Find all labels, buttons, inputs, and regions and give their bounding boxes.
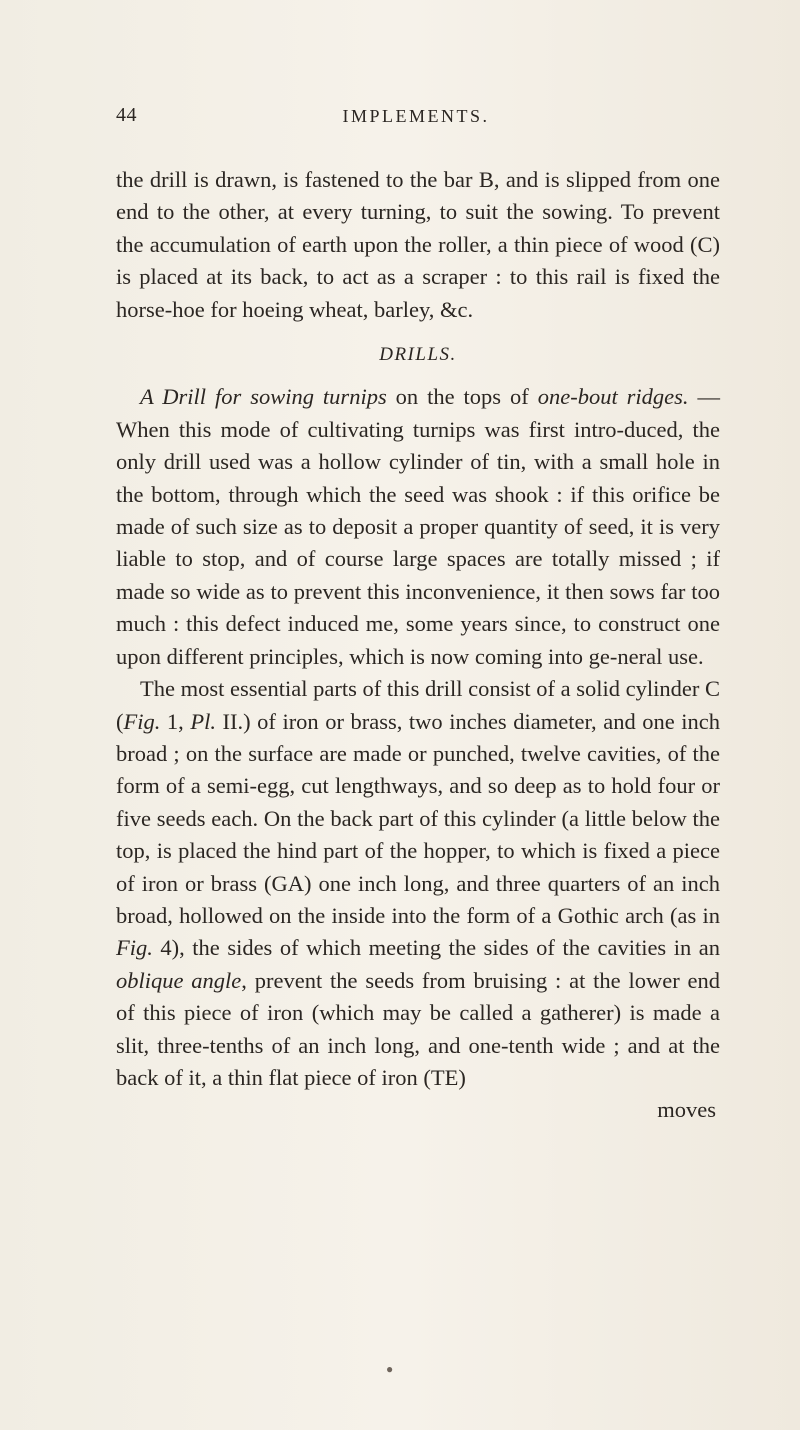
italic-term: oblique angle (116, 967, 242, 993)
page-header (116, 104, 716, 134)
paragraph-continuation: the drill is drawn, is fastened to the bar B, and is slipped from one end to the other, at every turning, to suit the sowing. To prevent the accumulation of earth upon the roller, a thin piece of wood (C) is placed at its back, to act as a scraper : to this rail is fixed the horse-hoe for hoeing wheat, barley, &c. (116, 167, 720, 322)
running-head: IMPLEMENTS. (342, 106, 490, 126)
section-heading: DRILLS. (379, 344, 457, 366)
figure-reference: Fig. (116, 935, 153, 961)
catchword: moves (657, 1097, 716, 1123)
paragraph-drill-intro (116, 381, 720, 673)
italic-lead: A Drill for sowing turnips (140, 384, 387, 410)
text-run: on the tops of (386, 384, 538, 410)
text-run: 4), the sides of which meeting the sides of the cavities in an (152, 935, 720, 961)
text-run: , prevent the seeds from bruising : at the lower end of this piece of iron (which may be called a gatherer) is made a slit, three-tenths of an inch long, and one-tenth wide ; and at the back of it, a thin flat piece of iron (TE) (116, 967, 720, 1090)
figure-reference: Fig. (123, 708, 161, 734)
text-run: II.) of iron or brass, two inches diameter, and one inch broad ; on the surface are made or punched, twelve cavities, of the form of a semi-egg, cut lengthways, and so deep as to hold four or five seeds each. On the back part of this cylinder (a little below the top, is placed the hind part of the hopper, to which is fixed a piece of iron or brass (GA) one inch long, and three quarters of an inch broad, hollowed on the inside into the form of a Gothic arch (as in (116, 708, 721, 928)
italic-term: one-bout ridges. (537, 384, 689, 410)
text-run: 1, (160, 708, 191, 734)
page-number: 44 (116, 104, 137, 126)
plate-reference: Pl. (190, 708, 216, 734)
printing-speck: ● (386, 1362, 394, 1376)
paragraph-drill-parts (116, 673, 720, 1094)
body-text (116, 164, 720, 1127)
text-run: —When this mode of cultivating turnips was first intro-duced, the only drill used was a hollow cylinder of tin, with a small hole in the bottom, through which the seed was shook : if this orifice be made of such size as to deposit a proper quantity of seed, it is very liable to stop, and of course large spaces are totally missed ; if made so wide as to prevent this inconvenience, it then sows far too much : this defect induced me, some years since, to construct one upon different principles, which is now coming into ge-neral use. (116, 384, 720, 669)
text-run: The most essential parts of this drill consist of a solid cylinder C ( (116, 676, 720, 734)
